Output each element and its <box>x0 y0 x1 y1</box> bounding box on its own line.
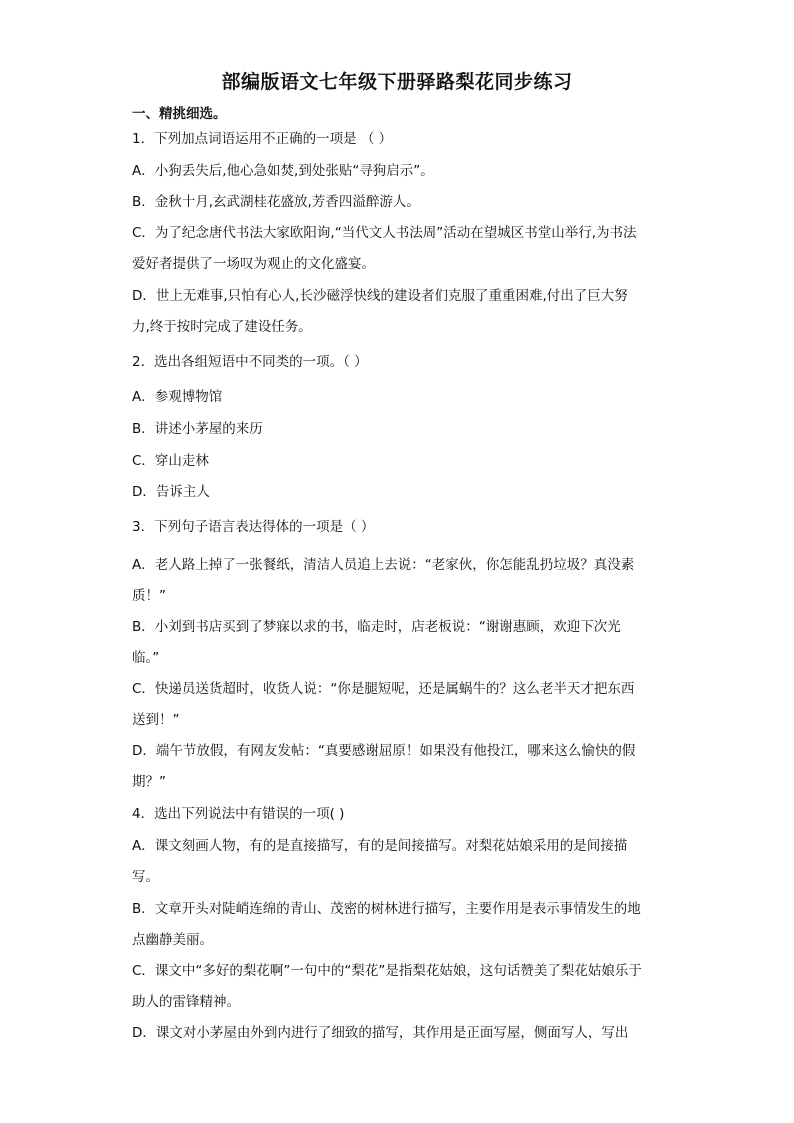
question-1-option-c-line1: C．为了纪念唐代书法大家欧阳询,“当代文人书法周”活动在望城区书堂山举行,为书法 <box>132 225 637 241</box>
question-3-option-c-line1: C．快递员送货超时，收货人说：“你是腿短呢，还是属蜗牛的？这么老半天才把东西 <box>132 681 635 697</box>
question-3-option-a-line1: A．老人路上掉了一张餐纸，清洁人员追上去说：“老家伙，你怎能乱扔垃圾？真没素 <box>132 557 635 573</box>
question-2-option-c: C．穿山走林 <box>132 453 209 469</box>
question-2-option-d: D．告诉主人 <box>132 484 210 500</box>
question-2-option-a: A．参观博物馆 <box>132 389 223 405</box>
question-3-option-d-line2: 期？” <box>132 774 166 790</box>
question-3-option-b-line1: B．小刘到书店买到了梦寐以求的书，临走时，店老板说：“谢谢惠顾，欢迎下次光 <box>132 619 621 635</box>
question-4-option-c-line1: C．课文中“多好的梨花啊”一句中的“梨花”是指梨花姑娘，这句话赞美了梨花姑娘乐于 <box>132 963 642 979</box>
question-3-option-b-line2: 临。” <box>132 650 160 666</box>
question-4-option-d-line1: D．课文对小茅屋由外到内进行了细致的描写，其作用是正面写屋，侧面写人，写出 <box>132 1025 629 1041</box>
question-4-option-a-line1: A．课文刻画人物，有的是直接描写，有的是间接描写。对梨花姑娘采用的是间接描 <box>132 838 628 854</box>
question-1-option-a: A．小狗丢失后,他心急如焚,到处张贴“寻狗启示”。 <box>132 163 434 179</box>
question-1-option-d-line2: 力,终于按时完成了建设任务。 <box>132 319 312 335</box>
question-4-option-a-line2: 写。 <box>132 869 159 885</box>
question-3-option-c-line2: 送到！” <box>132 712 180 728</box>
question-3-option-d-line1: D．端午节放假，有网友发帖：“真要感谢屈原！如果没有他投江，哪来这么愉快的假 <box>132 743 636 759</box>
question-4-stem: 4．选出下列说法中有错误的一项( ) <box>132 806 345 822</box>
document-title: 部编版语文七年级下册驿路梨花同步练习 <box>221 71 573 93</box>
question-2-option-b: B．讲述小茅屋的来历 <box>132 421 263 437</box>
question-2-stem: 2．选出各组短语中不同类的一项。（ ） <box>132 354 368 370</box>
question-1-stem: 1．下列加点词语运用不正确的一项是 （ ） <box>132 131 393 147</box>
question-1-option-c-line2: 爱好者提供了一场叹为观止的文化盛宴。 <box>132 256 375 272</box>
question-1-option-b: B．金秋十月,玄武湖桂花盛放,芳香四溢醉游人。 <box>132 194 420 210</box>
question-1-option-d-line1: D．世上无难事,只怕有心人,长沙磁浮快线的建设者们克服了重重困难,付出了巨大努 <box>132 288 628 304</box>
question-4-option-b-line1: B．文章开头对陡峭连绵的青山、茂密的树林进行描写，主要作用是表示事情发生的地 <box>132 901 641 917</box>
section-heading: 一、精挑细选。 <box>132 106 227 122</box>
question-3-option-a-line2: 质！” <box>132 588 166 604</box>
question-4-option-b-line2: 点幽静美丽。 <box>132 932 213 948</box>
question-3-stem: 3．下列句子语言表达得体的一项是（ ） <box>132 519 375 535</box>
question-4-option-c-line2: 助人的雷锋精神。 <box>132 994 240 1010</box>
